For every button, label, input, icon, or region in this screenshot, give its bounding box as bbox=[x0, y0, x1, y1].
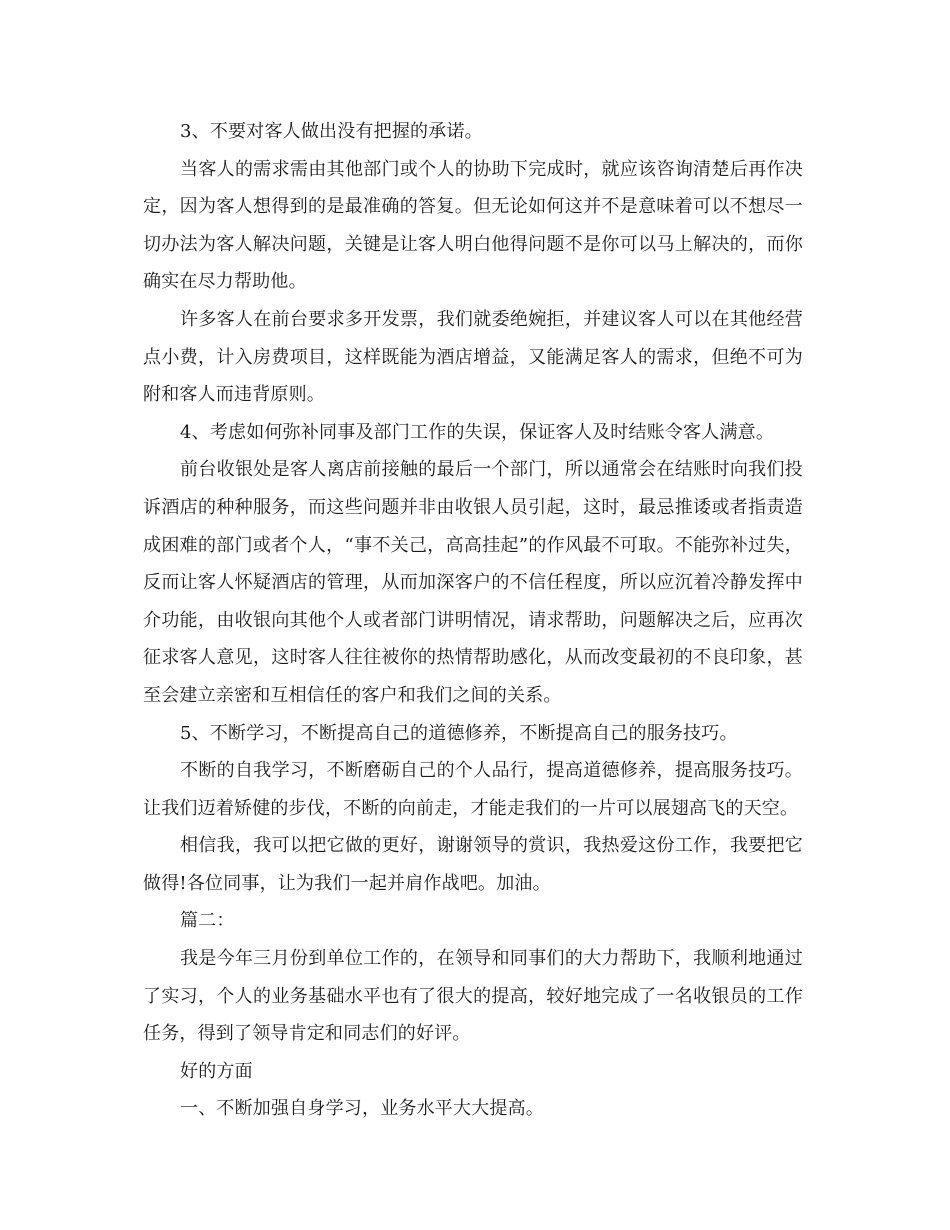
paragraph-7: 不断的自我学习，不断磨砺自己的个人品行，提高道德修养，提高服务技巧。让我们迈着矫健的步伐，不断的向前走，才能走我们的一片可以展翅高飞的天空。 bbox=[143, 760, 803, 819]
document-body bbox=[143, 113, 803, 1128]
subheading-good-aspects: 好的方面 bbox=[180, 1060, 253, 1082]
paragraph-4: 4、考虑如何弥补同事及部门工作的失误，保证客人及时结账令客人满意。 bbox=[180, 421, 775, 443]
paragraph-12: 一、不断加强自身学习，业务水平大大提高。 bbox=[180, 1098, 544, 1120]
paragraph-6: 5、不断学习，不断提高自己的道德修养，不断提高自己的服务技巧。 bbox=[180, 722, 738, 744]
paragraph-3: 许多客人在前台要求多开发票，我们就委绝婉拒，并建议客人可以在其他经营点小费，计入房费项目，这样既能为酒店增益，又能满足客人的需求，但绝不可为附和客人而违背原则。 bbox=[143, 308, 803, 406]
paragraph-10: 我是今年三月份到单位工作的，在领导和同事们的大力帮助下，我顺利地通过了实习，个人的业务基础水平也有了很大的提高，较好地完成了一名收银员的工作任务，得到了领导肯定和同志们的好评。 bbox=[143, 948, 803, 1045]
paragraph-5: 前台收银处是客人离店前接触的最后一个部门，所以通常会在结账时向我们投诉酒店的种种服务，而这些问题并非由收银人员引起，这时，最忌推诿或者指责造成困难的部门或者个人，“事不关己，高高挂起”的作风最不可取。不能弥补过失，反而让客人怀疑酒店的管理，从而加深客户的不信任程度，所以应沉着冷静发挥中介功能，由收银向其他个人或者部门讲明情况，请求帮助，问题解决之后，应再次征求客人意见，这时客人往往被你的热情帮助感化，从而改变最初的不良印象，甚至会建立亲密和互相信任的客户和我们之间的关系。 bbox=[143, 459, 803, 706]
paragraph-8: 相信我，我可以把它做的更好，谢谢领导的赏识，我热爱这份工作，我要把它做得!各位同事，让为我们一起并肩作战吧。加油。 bbox=[143, 835, 803, 894]
paragraph-2: 当客人的需求需由其他部门或个人的协助下完成时，就应该咨询清楚后再作决定，因为客人想得到的是最准确的答复。但无论如何这并不是意味着可以不想尽一切办法为客人解决问题，关键是让客人明白他得问题不是你可以马上解决的，而你确实在尽力帮助他。 bbox=[143, 158, 803, 293]
paragraph-1: 3、不要对客人做出没有把握的承诺。 bbox=[180, 121, 483, 142]
section-heading-2: 篇二： bbox=[180, 910, 235, 932]
